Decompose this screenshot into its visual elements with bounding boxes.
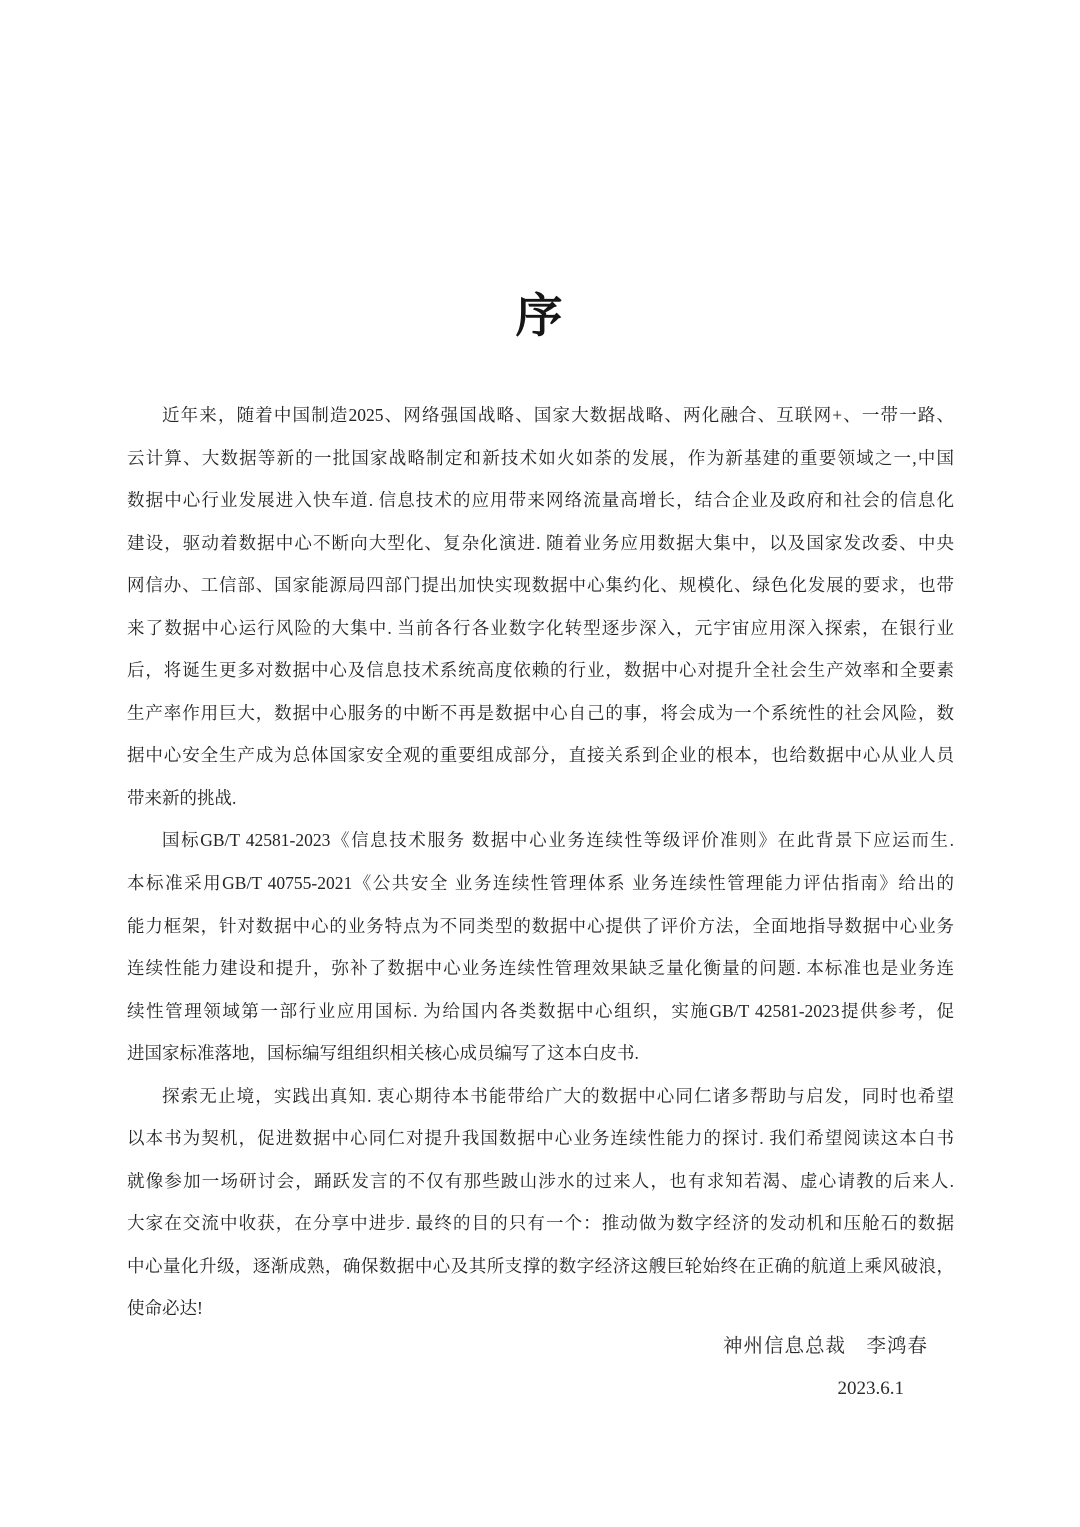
page-title: 序: [515, 291, 565, 344]
paragraph-line: 探索无止境，实践出真知. 衷心期待本书能带给广大的数据中心同仁诸多帮助与启发，同时也希望: [162, 1085, 954, 1106]
paragraph-line: 据中心安全生产成为总体国家安全观的重要组成部分，直接关系到企业的根本，也给数据中心从业人员: [127, 745, 954, 766]
paragraph-line: 进国家标准落地，国标编写组组织相关核心成员编写了这本白皮书.: [127, 1043, 639, 1064]
signature-line: 神州信息总裁 李鸿春: [722, 1336, 928, 1357]
paragraph-line: 使命必达!: [127, 1298, 203, 1319]
paragraph-line: 国标GB/T 42581-2023《信息技术服务 数据中心业务连续性等级评价准则》在此背景下应运而生.: [162, 830, 954, 851]
paragraph-line: 云计算、大数据等新的一批国家战略制定和新技术如火如荼的发展，作为新基建的重要领域之一,中国: [127, 447, 954, 468]
paragraph-line: 中心量化升级，逐渐成熟，确保数据中心及其所支撑的数字经济这艘巨轮始终在正确的航道上乘风破浪，: [127, 1255, 954, 1276]
paragraph-line: 网信办、工信部、国家能源局四部门提出加快实现数据中心集约化、规模化、绿色化发展的要求，也带: [127, 575, 954, 596]
body-paragraphs: [127, 394, 954, 1330]
paragraph-line: 连续性能力建设和提升，弥补了数据中心业务连续性管理效果缺乏量化衡量的问题. 本标准也是业务连: [127, 958, 954, 979]
paragraph-line: 本标准采用GB/T 40755-2021《公共安全 业务连续性管理体系 业务连续性管理能力评估指南》给出的: [127, 873, 954, 894]
paragraph-line: 生产率作用巨大，数据中心服务的中断不再是数据中心自己的事，将会成为一个系统性的社会风险，数: [127, 702, 954, 723]
date-line: 2023.6.1: [837, 1378, 904, 1399]
paragraph-line: 后，将诞生更多对数据中心及信息技术系统高度依赖的行业，数据中心对提升全社会生产效率和全要素: [127, 660, 954, 681]
paragraph-line: 数据中心行业发展进入快车道. 信息技术的应用带来网络流量高增长，结合企业及政府和社会的信息化: [127, 490, 954, 511]
paragraph-line: 大家在交流中收获，在分享中进步. 最终的目的只有一个：推动做为数字经济的发动机和压舱石的数据: [127, 1213, 954, 1234]
paragraph-line: 来了数据中心运行风险的大集中. 当前各行各业数字化转型逐步深入，元宇宙应用深入探索，在银行业: [127, 617, 954, 638]
paragraph-line: 建设，驱动着数据中心不断向大型化、复杂化演进. 随着业务应用数据大集中，以及国家发改委、中央: [127, 532, 954, 553]
paragraph-line: 以本书为契机，促进数据中心同仁对提升我国数据中心业务连续性能力的探讨. 我们希望阅读这本白书: [127, 1128, 954, 1149]
paragraph-line: 能力框架，针对数据中心的业务特点为不同类型的数据中心提供了评价方法，全面地指导数据中心业务: [127, 915, 954, 936]
paragraph-line: 续性管理领域第一部行业应用国标. 为给国内各类数据中心组织，实施GB/T 42581-2023提供参考，促: [127, 1000, 954, 1021]
paragraph-line: 近年来，随着中国制造2025、网络强国战略、国家大数据战略、两化融合、互联网+、一带一路、: [162, 405, 954, 425]
paragraph-line: 就像参加一场研讨会，踊跃发言的不仅有那些跛山涉水的过来人，也有求知若渴、虚心请教的后来人.: [127, 1170, 954, 1191]
paragraph-line: 带来新的挑战.: [127, 787, 237, 808]
